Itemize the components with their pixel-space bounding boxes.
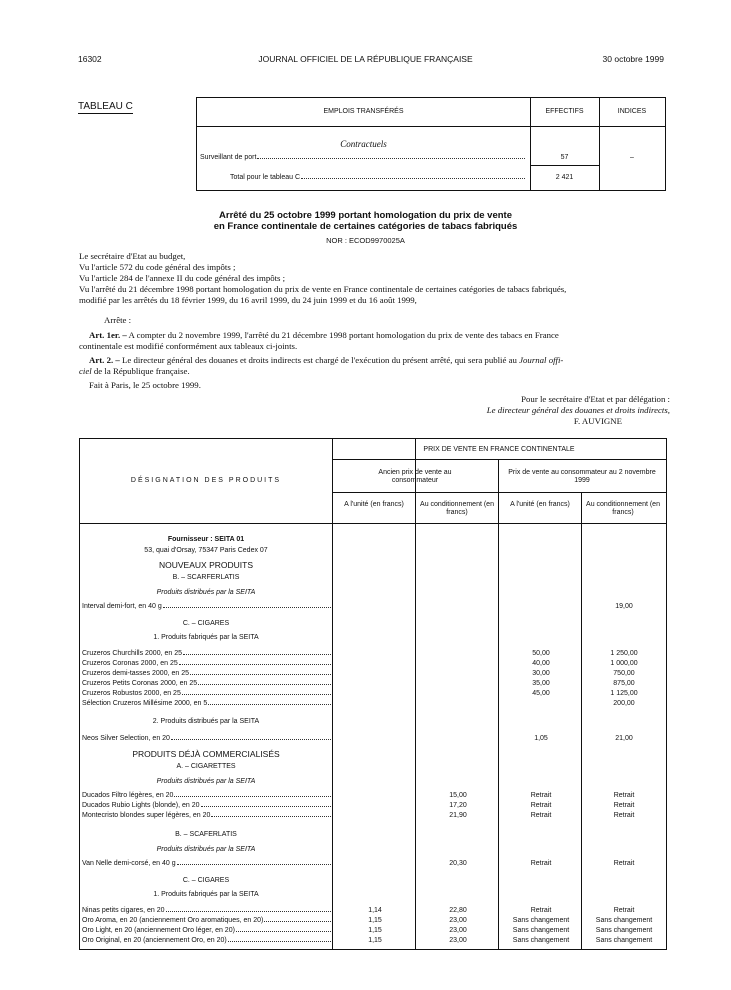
visa-line: Vu l'arrêté du 21 décembre 1998 portant homologation du prix de vente en France continentale de certaines catégories de tabacs fabriqués, [79, 284, 567, 294]
nouveau-header: Prix de vente au consommateur au 2 novembre 1999 [508, 469, 656, 484]
tableau-c-label: TABLEAU C [78, 101, 133, 112]
product-name: Ducados Filtro légères, en 20 [82, 792, 174, 799]
page-date: 30 octobre 1999 [602, 54, 664, 64]
art2-journal: Journal offi- [519, 355, 564, 365]
table-row [82, 700, 332, 707]
ancien-unite-value: 1,14 [368, 907, 382, 914]
nouveau-unite-value: 35,00 [532, 680, 550, 687]
nouveau-unite-value: Retrait [530, 802, 552, 809]
product-name: Cruzeros Churchills 2000, en 25 [82, 650, 182, 657]
journal-title: JOURNAL OFFICIEL DE LA RÉPUBLIQUE FRANÇAISE [258, 54, 473, 64]
art2-text2: de la République française. [93, 366, 190, 376]
distribues-seita-3: Produits distribués par la SEITA [156, 778, 256, 785]
nouveau-cond-value: 1 000,00 [610, 660, 638, 667]
table-row [82, 927, 332, 934]
art2-journal2: ciel [79, 366, 92, 376]
art2-text: Le directeur général des douanes et droits indirects est chargé de l'exécution du présent arrêté, qui sera publié au [121, 355, 517, 365]
art1-text: A compter du 2 novembre 1999, l'arrêté du 21 décembre 1998 portant homologation du prix de vente des tabacs en France [128, 330, 559, 340]
article-2 [79, 355, 669, 377]
product-name: Cruzeros Petits Coronas 2000, en 25 [82, 680, 198, 687]
table-row [82, 735, 332, 742]
ancien-cond-value: 23,00 [449, 937, 467, 944]
distribues-seita: Produits distribués par la SEITA [156, 589, 256, 596]
table-row [82, 917, 332, 924]
deja-commercialises: PRODUITS DÉJÀ COMMERCIALISÉS [132, 749, 280, 759]
nouveau-unite-value: 30,00 [532, 670, 550, 677]
fait-a-paris: Fait à Paris, le 25 octobre 1999. [89, 380, 201, 390]
visa-line: modifié par les arrêtés du 18 février 1999, du 16 avril 1999, du 24 juin 1999 et du 16 août 1999, [79, 295, 417, 305]
product-name: Cruzeros demi-tasses 2000, en 25 [82, 670, 189, 677]
nouveau-cond-value: 875,00 [613, 680, 635, 687]
nouveau-unite-value: Retrait [530, 792, 552, 799]
table-row [82, 680, 332, 687]
ancien-cond-value: 23,00 [449, 917, 467, 924]
product-name: Van Nelle demi-corsé, en 40 g [82, 860, 176, 867]
nouveau-cond-value: Retrait [613, 802, 635, 809]
ancien-unite-value: 1,15 [368, 927, 382, 934]
nouveau-cond-value: Sans changement [595, 917, 653, 924]
col-indices: INDICES [617, 108, 647, 115]
adresse: 53, quai d'Orsay, 75347 Paris Cedex 07 [144, 547, 268, 554]
row-total-value: 2 421 [555, 174, 574, 181]
product-name: Montecristo blondes super légères, en 20 [82, 812, 211, 819]
nouveau-unite-value: Sans changement [512, 937, 570, 944]
ancien-unite-value: 1,15 [368, 937, 382, 944]
product-name: Cruzeros Robustos 2000, en 25 [82, 690, 181, 697]
sig-line1: Pour le secrétaire d'Etat et par délégation : [521, 394, 670, 404]
ancien-cond-value: 21,90 [449, 812, 467, 819]
nouveau-cond-value: Retrait [613, 812, 635, 819]
product-name: Cruzeros Coronas 2000, en 25 [82, 660, 178, 667]
nouveau-unite-value: 50,00 [532, 650, 550, 657]
ancien-cond-value: 23,00 [449, 927, 467, 934]
nouveau-cond-value: Retrait [613, 860, 635, 867]
signature [487, 394, 670, 427]
table-row [82, 860, 332, 867]
nouveau-cond-value: 750,00 [613, 670, 635, 677]
col-designation: DÉSIGNATION DES PRODUITS [130, 477, 282, 484]
nouveau-cond-value: Retrait [613, 907, 635, 914]
a-cigarettes: A. – CIGARETTES [176, 763, 236, 770]
product-name: Oro Light, en 20 (anciennement Oro léger, en 20) [82, 927, 235, 934]
c-cigares-2: C. – CIGARES [182, 877, 230, 884]
nouveau-unite-value: Retrait [530, 907, 552, 914]
nouveau-cond-value: 200,00 [613, 700, 635, 707]
arrete-nor: NOR : ECOD9970025A [326, 236, 405, 245]
ancien-unite-value: 1,15 [368, 917, 382, 924]
art1-text2: continentale est modifié conformément aux tableaux ci-joints. [79, 341, 298, 351]
row-surveillant-label: Surveillant de port [200, 154, 257, 161]
nouveau-unite-value: 40,00 [532, 660, 550, 667]
product-name: Interval demi-fort, en 40 g [82, 603, 162, 610]
table-row [82, 937, 332, 944]
row-surveillant-effectifs: 57 [560, 154, 569, 161]
distribues-seita-4: Produits distribués par la SEITA [156, 846, 256, 853]
row-total [230, 174, 526, 181]
distribues-seita-2: 2. Produits distribués par la SEITA [152, 718, 260, 725]
b-scarferlatis: B. – SCARFERLATIS [172, 574, 240, 581]
ancien-cond-value: 15,00 [449, 792, 467, 799]
ancien-cond-value: 17,20 [449, 802, 467, 809]
table-row [82, 670, 332, 677]
product-name: Neos Silver Selection, en 20 [82, 735, 170, 742]
table-row [82, 650, 332, 657]
col-effectifs: EFFECTIFS [545, 108, 584, 115]
nouveau-unite-value: Retrait [530, 812, 552, 819]
section-contractuels: Contractuels [340, 139, 387, 149]
arrete-title-line1: Arrêté du 25 octobre 1999 portant homologation du prix de vente [219, 210, 512, 221]
nouveau-unite-value: 1,05 [534, 735, 548, 742]
art1-label: Art. 1er. – [89, 330, 127, 340]
arrete-word: Arrête : [104, 315, 132, 325]
prix-header: PRIX DE VENTE EN FRANCE CONTINENTALE [423, 446, 575, 453]
col-emplois: EMPLOIS TRANSFÉRÉS [323, 108, 404, 115]
nouveau-unite-value: Retrait [530, 860, 552, 867]
art2-label: Art. 2. – [89, 355, 120, 365]
sig-line3: F. AUVIGNE [573, 416, 622, 426]
row-surveillant [200, 154, 526, 161]
nouveaux-produits: NOUVEAUX PRODUITS [159, 560, 253, 570]
arrete-title-line2: en France continentale de certaines catégories de tabacs fabriqués [213, 221, 518, 232]
product-name: Oro Aroma, en 20 (anciennement Oro aromatiques, en 20) [82, 917, 264, 924]
nouveau-unite-value: 45,00 [532, 690, 550, 697]
nouveau-cond-value: 1 250,00 [610, 650, 638, 657]
row-surveillant-indices: – [630, 154, 634, 161]
product-name: Ducados Rubio Lights (blonde), en 20 [82, 802, 200, 809]
ancien-header: Ancien prix de vente au consommateur [378, 469, 452, 484]
ancien-cond-value: 22,80 [449, 907, 467, 914]
nouveau-cond: Au conditionnement (en francs) [586, 501, 660, 516]
table-row [82, 660, 332, 667]
ancien-cond: Au conditionnement (en francs) [420, 501, 494, 516]
table-row [82, 812, 332, 819]
nouveau-cond-value: Sans changement [595, 937, 653, 944]
nouveau-cond-value: 19,00 [615, 603, 633, 610]
nouveau-unite-value: Sans changement [512, 917, 570, 924]
b-scaferlatis: B. – SCAFERLATIS [175, 831, 237, 838]
fournisseur: Fournisseur : SEITA 01 [167, 536, 245, 543]
visa-line: Vu l'article 284 de l'annexe II du code général des impôts ; [79, 273, 286, 283]
table-row [82, 603, 332, 610]
nouveau-cond-value: 1 125,00 [610, 690, 638, 697]
table-row [82, 792, 332, 799]
ancien-cond-value: 20,30 [449, 860, 467, 867]
article-1 [79, 330, 669, 352]
price-table [79, 438, 667, 950]
ancien-unite: A l'unité (en francs) [344, 501, 404, 508]
table-row [82, 802, 332, 809]
product-name: Sélection Cruzeros Millésime 2000, en 5 [82, 700, 208, 707]
product-name: Ninas petits cigares, en 20 [82, 907, 165, 914]
nouveau-unite: A l'unité (en francs) [510, 501, 570, 508]
fabriques-seita: 1. Produits fabriqués par la SEITA [153, 634, 259, 641]
arrete-visas [79, 251, 669, 306]
arrete-title [0, 210, 731, 232]
nouveau-cond-value: Sans changement [595, 927, 653, 934]
visa-line: Le secrétaire d'Etat au budget, [79, 251, 186, 261]
visa-line: Vu l'article 572 du code général des impôts ; [79, 262, 236, 272]
nouveau-cond-value: Retrait [613, 792, 635, 799]
page-number: 16302 [78, 54, 102, 64]
table-row [82, 907, 332, 914]
table-row [82, 690, 332, 697]
nouveau-unite-value: Sans changement [512, 927, 570, 934]
tableau-c [196, 97, 666, 191]
sig-line2: Le directeur général des douanes et droits indirects, [486, 405, 670, 415]
nouveau-cond-value: 21,00 [615, 735, 633, 742]
c-cigares: C. – CIGARES [182, 620, 230, 627]
row-total-label: Total pour le tableau C [230, 174, 301, 181]
product-name: Oro Original, en 20 (anciennement Oro, en 20) [82, 937, 227, 944]
fabriques-seita-2: 1. Produits fabriqués par la SEITA [153, 891, 259, 898]
